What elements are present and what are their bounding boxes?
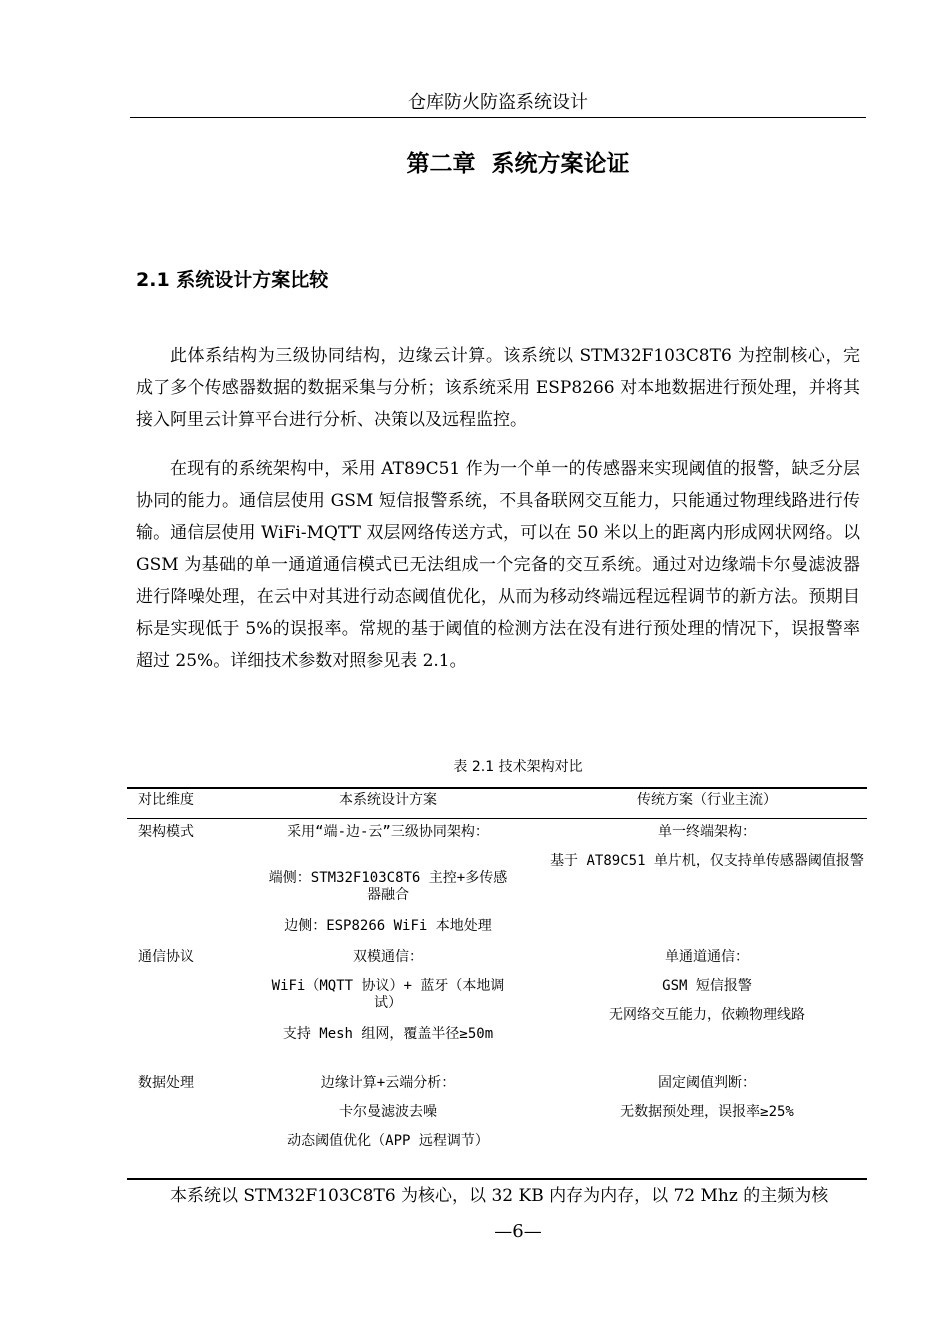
table-cell-system: 端侧：STM32F103C8T6 主控+多传感器融合 (268, 870, 508, 903)
paragraph-1: 此体系结构为三级协同结构，边缘云计算。该系统以 STM32F103C8T6 为控制核心，完成了多个传感器数据的数据采集与分析；该系统采用 ESP8266 对本地数据进行预处理，并将其接入阿里云计算平台进行分析、决策以及远程监控。 (136, 346, 860, 430)
table-bottom-rule (127, 1178, 867, 1180)
table-cell-traditional: 无数据预处理，误报率≥25% (620, 1104, 794, 1120)
table-cell-traditional: GSM 短信报警 (662, 978, 752, 994)
table-cell-traditional: 单通道通信： (665, 949, 749, 965)
table-caption: 表 2.1 技术架构对比 (453, 759, 583, 775)
header-rule (130, 117, 866, 118)
running-header: 仓库防火防盗系统设计 (408, 92, 588, 113)
table-cell-traditional: 单一终端架构： (658, 824, 756, 840)
chapter-title: 第二章 系统方案论证 (406, 151, 630, 177)
table-cell-system: 双模通信： (353, 949, 423, 965)
table-header-system: 本系统设计方案 (339, 792, 437, 808)
table-header-rule (127, 818, 867, 819)
paragraph-2: 在现有的系统架构中，采用 AT89C51 作为一个单一的传感器来实现阈值的报警，缺乏分层协同的能力。通信层使用 GSM 短信报警系统，不具备联网交互能力，只能通过物理线路进行传输。通信层使用 WiFi-MQTT 双层网络传送方式，可以在 50 米以上的距离内形成网状网络。以 GSM 为基础的单一通道通信模式已无法组成一个完备的交互系统。通过对边缘端卡尔曼滤波器进行降噪处理，在云中对其进行动态阈值优化，从而为移动终端远程远程调节的新方法。预期目标是实现低于 5%的误报率。常规的基于阈值的检测方法在没有进行预处理的情况下，误报警率超过 25%。详细技术参数对照参见表 2.1。 (136, 459, 860, 671)
section-title: 2.1 系统设计方案比较 (136, 269, 329, 291)
table-cell-dimension: 架构模式 (138, 824, 194, 840)
table-cell-system: WiFi（MQTT 协议）+ 蓝牙（本地调试） (271, 978, 505, 1011)
table-header-traditional: 传统方案（行业主流） (637, 792, 777, 808)
table-top-rule (127, 787, 867, 789)
table-cell-system: 动态阈值优化（APP 远程调节） (287, 1133, 489, 1149)
table-cell-traditional: 无网络交互能力，依赖物理线路 (609, 1007, 805, 1023)
table-cell-system: 边缘计算+云端分析： (320, 1075, 456, 1091)
page-number: —6— (494, 1221, 542, 1242)
table-header-dimension: 对比维度 (138, 792, 194, 808)
table-cell-dimension: 通信协议 (138, 949, 194, 965)
paragraph-after-table: 本系统以 STM32F103C8T6 为核心，以 32 KB 内存为内存，以 72 Mhz 的主频为核 (170, 1186, 829, 1206)
table-cell-traditional: 基于 AT89C51 单片机，仅支持单传感器阈值报警 (550, 853, 864, 869)
table-cell-dimension: 数据处理 (138, 1075, 194, 1091)
table-cell-traditional: 固定阈值判断： (658, 1075, 756, 1091)
table-cell-system: 采用“端-边-云”三级协同架构： (287, 824, 489, 840)
table-cell-system: 边侧：ESP8266 WiFi 本地处理 (284, 918, 492, 934)
table-cell-system: 卡尔曼滤波去噪 (339, 1104, 437, 1120)
table-cell-system: 支持 Mesh 组网，覆盖半径≥50m (282, 1026, 494, 1042)
